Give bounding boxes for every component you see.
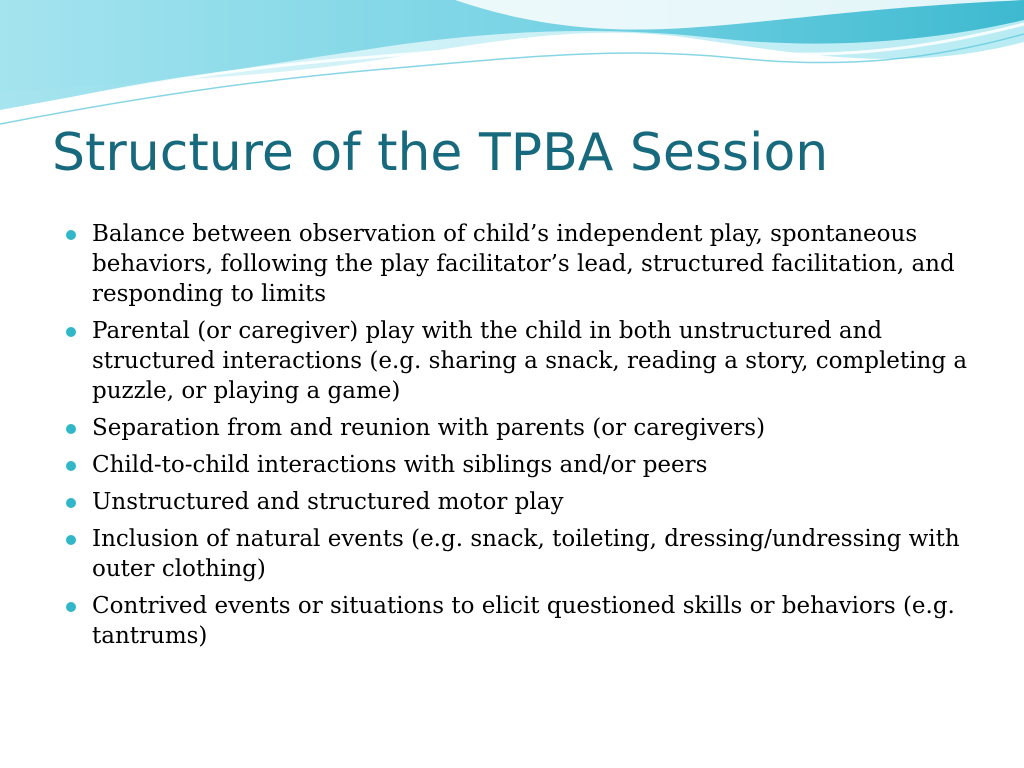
bullet-item-balance xyxy=(66,219,986,309)
decorative-wave-header xyxy=(0,0,1024,125)
bullet-text: Contrived events or situations to elicit questioned skills or behaviors (e.g. tantrums) xyxy=(92,593,955,649)
bullet-item-motor-play xyxy=(66,487,986,517)
bullet-dot xyxy=(66,230,76,240)
bullet-dot xyxy=(66,424,76,434)
bullet-item-separation xyxy=(66,413,986,443)
bullet-dot xyxy=(66,602,76,612)
bullet-text: Parental (or caregiver) play with the child in both unstructured and structured interactions (e.g. sharing a snack, reading a story, completing a puzzle, or playing a game) xyxy=(92,318,968,404)
bullet-list xyxy=(66,219,986,658)
bullet-text: Child-to-child interactions with siblings and/or peers xyxy=(92,452,708,478)
bullet-item-child-interactions xyxy=(66,450,986,480)
bullet-text: Balance between observation of child’s independent play, spontaneous behaviors, following the play facilitator’s lead, structured facilitation, and responding to limits xyxy=(92,221,955,307)
bullet-dot xyxy=(66,498,76,508)
bullet-text: Unstructured and structured motor play xyxy=(92,489,564,515)
bullet-item-parental-play xyxy=(66,316,986,406)
bullet-dot xyxy=(66,535,76,545)
bullet-item-natural-events xyxy=(66,524,986,584)
bullet-dot xyxy=(66,327,76,337)
bullet-dot xyxy=(66,461,76,471)
bullet-text: Inclusion of natural events (e.g. snack, toileting, dressing/undressing with outer clothing) xyxy=(92,526,960,582)
bullet-text: Separation from and reunion with parents (or caregivers) xyxy=(92,415,766,441)
slide-title: Structure of the TPBA Session xyxy=(52,123,829,183)
bullet-item-contrived-events xyxy=(66,591,986,651)
